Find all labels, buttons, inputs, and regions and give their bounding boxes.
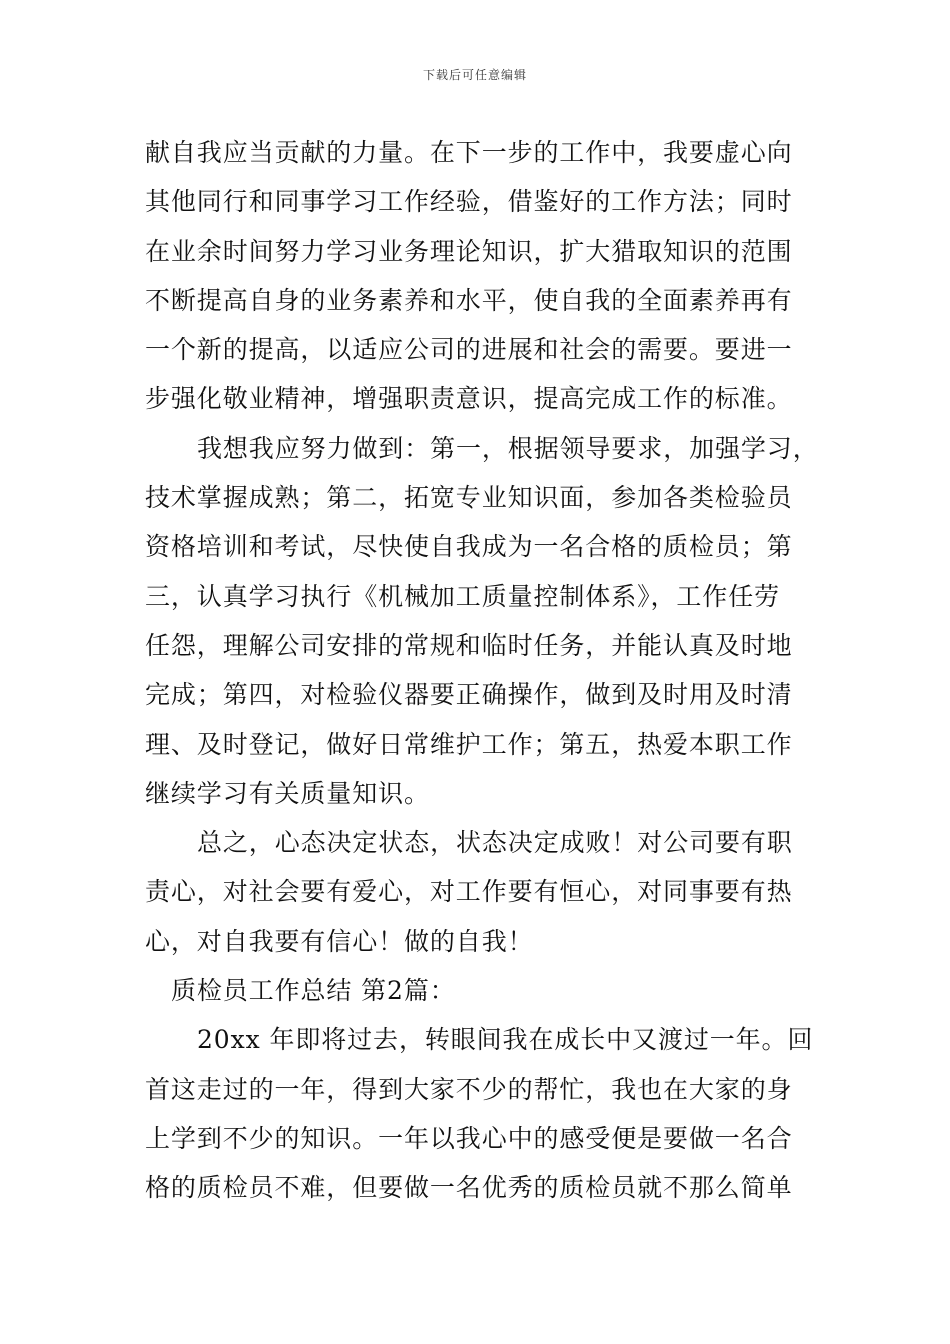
section-heading: 质检员工作总结 第2篇： xyxy=(171,976,456,1006)
page-header: 下载后可任意编辑 xyxy=(422,68,527,82)
text-line: 首这走过的一年，得到大家不少的帮忙，我也在大家的身 xyxy=(145,1074,793,1104)
paragraph-first-line: 我想我应努力做到：第一，根据领导要求，加强学习， xyxy=(197,433,819,463)
text-line: 完成；第四，对检验仪器要正确操作，做到及时用及时清 xyxy=(145,680,793,710)
text-line: 任怨，理解公司安排的常规和临时任务，并能认真及时地 xyxy=(145,630,793,660)
text-line: 资格培训和考试，尽快使自我成为一名合格的质检员；第 xyxy=(145,532,793,562)
text-line: 心，对自我要有信心！做的自我！ xyxy=(145,926,534,956)
text-line: 上学到不少的知识。一年以我心中的感受便是要做一名合 xyxy=(145,1123,793,1153)
text-line: 责心，对社会要有爱心，对工作要有恒心，对同事要有热 xyxy=(145,877,793,907)
text-line: 步强化敬业精神，增强职责意识，提高完成工作的标准。 xyxy=(145,384,793,414)
text-line: 一个新的提高，以适应公司的进展和社会的需要。要进一 xyxy=(145,335,793,365)
text-line: 其他同行和同事学习工作经验，借鉴好的工作方法；同时 xyxy=(145,187,793,217)
paragraph-first-line: 20xx 年即将过去，转眼间我在成长中又渡过一年。回 xyxy=(197,1025,814,1055)
text-line: 在业余时间努力学习业务理论知识，扩大猎取知识的范围 xyxy=(145,236,793,266)
text-line: 献自我应当贡献的力量。在下一步的工作中，我要虚心向 xyxy=(145,138,793,167)
text-line: 格的质检员不难，但要做一名优秀的质检员就不那么简单 xyxy=(145,1173,793,1203)
text-line: 理、及时登记，做好日常维护工作；第五，热爱本职工作 xyxy=(145,729,793,759)
text-line: 三，认真学习执行《机械加工质量控制体系》，工作任劳 xyxy=(145,581,781,611)
text-line: 技术掌握成熟；第二，拓宽专业知识面，参加各类检验员 xyxy=(145,483,793,513)
paragraph-first-line: 总之，心态决定状态，状态决定成败！对公司要有职 xyxy=(197,828,793,858)
text-line: 不断提高自身的业务素养和水平，使自我的全面素养再有 xyxy=(145,285,793,315)
text-line: 继续学习有关质量知识。 xyxy=(145,778,430,808)
document-body xyxy=(145,128,819,1213)
